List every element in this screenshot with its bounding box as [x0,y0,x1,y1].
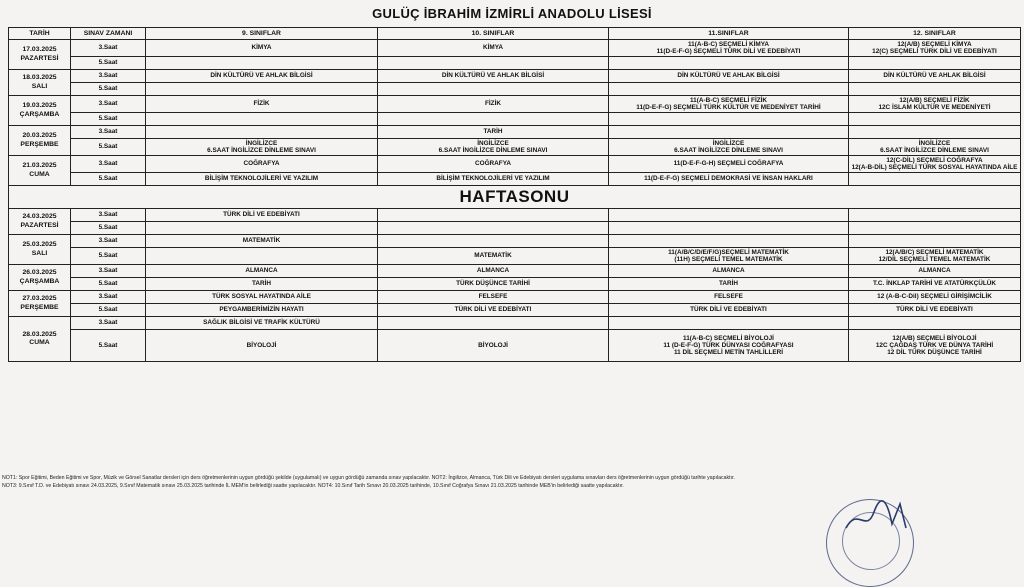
exam-slot: 3.Saat [71,96,146,113]
weekday-name: PAZARTESİ [20,54,59,62]
exam-slot: 3.Saat [71,40,146,57]
schedule-row [9,139,1021,156]
subject-line: DİN KÜLTÜRÜ VE AHLAK BİLGİSİ [883,72,986,80]
subject-line: COĞRAFYA [243,160,280,168]
subject-cell-grade-10 [378,222,609,235]
subject-line: KİMYA [251,44,272,52]
exam-slot: 5.Saat [71,173,146,186]
subject-cell-grade-12 [849,248,1021,265]
subject-cell-grade-11 [609,248,849,265]
footnote-line: NOT1: Spor Eğitimi, Beden Eğitimi ve Spor, Müzik ve Görsel Sanatlar dersleri için ders öğretmenlerinin uygun gördüğü şekilde (uygulamalı) ve uygun gördüğü zamanda sınav yapılacaktır. NOT2: İngilizce, Almanca, Türk Dili ve Edebiyatı dersleri uygulama sınavları ders öğretmenlerinin uygun gördüğü tarihte yapılacaktır. [2,475,735,481]
subject-line: TÜRK DİLİ VE EDEBİYATI [454,306,532,314]
subject-cell-grade-9 [146,330,378,362]
header-grade-10: 10. SINIFLAR [378,28,609,40]
date-value: 20.03.2025 [22,132,57,139]
date-cell [9,70,71,96]
subject-cell-grade-12 [849,70,1021,83]
subject-cell-grade-10 [378,209,609,222]
exam-slot: 3.Saat [71,156,146,173]
subject-line: T.C. İNKLAP TARİHİ VE ATATÜRKÇÜLÜK [872,280,997,288]
exam-slot: 5.Saat [71,57,146,70]
subject-line: TÜRK DİLİ VE EDEBİYATI [223,211,300,219]
subject-line: 12 DİL TÜRK DÜŞÜNCE TARİHİ [887,349,982,357]
date-value: 24.03.2025 [22,213,57,220]
weekday-name: ÇARŞAMBA [19,110,60,118]
exam-slot: 3.Saat [71,317,146,330]
subject-line: 12(A/B) SEÇMELİ KİMYA [897,40,972,48]
exam-slot: 3.Saat [71,209,146,222]
schedule-row [9,126,1021,139]
weekday-name: CUMA [29,170,50,178]
subject-line: SAĞLIK BİLGİSİ VE TRAFİK KÜLTÜRÜ [203,319,320,327]
date-value: 18.03.2025 [22,74,57,81]
subject-cell-grade-9 [146,235,378,248]
subject-cell-grade-10 [378,291,609,304]
subject-line: TARİH [251,280,272,288]
subject-cell-grade-9 [146,317,378,330]
subject-line: 11(D-E-F-G) SEÇMELİ TÜRK DİLİ VE EDEBİYATI [656,48,801,55]
date-value: 21.03.2025 [22,162,57,169]
subject-line: ALMANCA [245,267,278,275]
schedule-row [9,209,1021,222]
signature-mark [840,498,920,541]
subject-cell-grade-12 [849,330,1021,362]
subject-cell-grade-9 [146,291,378,304]
subject-cell-grade-9 [146,40,378,57]
subject-cell-grade-9 [146,222,378,235]
subject-line: BİYOLOJİ [478,341,508,349]
subject-cell-grade-9 [146,209,378,222]
subject-line: ALMANCA [918,267,951,275]
subject-cell-grade-10 [378,139,609,156]
exam-slot: 5.Saat [71,139,146,156]
subject-line: BİYOLOJİ [246,341,277,349]
subject-cell-grade-12 [849,126,1021,139]
subject-line: 11(D-E-F-G-H) SEÇMELİ COĞRAFYA [673,160,784,168]
subject-cell-grade-12 [849,173,1021,186]
subject-line: 11(A-B-C) SEÇMELİ FİZİK [689,96,768,104]
subject-cell-grade-12 [849,83,1021,96]
page-title: GULÜÇ İBRAHİM İZMİRLİ ANADOLU LİSESİ [372,6,652,21]
weekday-name: ÇARŞAMBA [19,277,60,285]
subject-cell-grade-9 [146,278,378,291]
subject-line: KİMYA [482,44,503,52]
subject-cell-grade-9 [146,70,378,83]
subject-line: 11(D-E-F-G) SEÇMELİ TÜRK KÜLTÜR VE MEDENİYET TARİHİ [636,104,821,111]
subject-cell-grade-10 [378,235,609,248]
weekday-name: SALI [31,249,48,257]
subject-cell-grade-10 [378,40,609,57]
subject-cell-grade-11 [609,70,849,83]
subject-line: 12(A/B/C) SEÇMELİ MATEMATİK [885,248,984,256]
subject-line: TARİH [483,128,503,136]
subject-line: MATEMATİK [474,252,512,260]
schedule-row [9,57,1021,70]
subject-line: ALMANCA [712,267,745,275]
date-cell [9,209,71,235]
header-grade-12: 12. SINIFLAR [849,28,1021,40]
schedule-row [9,304,1021,317]
exam-slot: 3.Saat [71,235,146,248]
subject-cell-grade-12 [849,265,1021,278]
subject-line: (11H) SEÇMELİ TEMEL MATEMATİK [674,256,783,263]
exam-slot: 3.Saat [71,70,146,83]
subject-cell-grade-12 [849,57,1021,70]
subject-cell-grade-11 [609,173,849,186]
subject-line: DİN KÜLTÜRÜ VE AHLAK BİLGİSİ [677,72,780,80]
subject-cell-grade-10 [378,265,609,278]
subject-cell-grade-12 [849,278,1021,291]
header-date: TARİH [9,28,71,40]
subject-cell-grade-11 [609,40,849,57]
date-value: 19.03.2025 [22,102,57,109]
subject-line: TARİH [718,280,739,288]
exam-slot: 5.Saat [71,113,146,126]
subject-cell-grade-10 [378,57,609,70]
subject-line: FELSEFE [714,293,743,301]
schedule-row [9,40,1021,57]
weekend-label: HAFTASONU [9,186,1021,209]
date-cell [9,265,71,291]
weekday-name: PERŞEMBE [20,303,59,311]
subject-line: DİN KÜLTÜRÜ VE AHLAK BİLGİSİ [441,72,545,80]
subject-cell-grade-12 [849,235,1021,248]
subject-cell-grade-11 [609,113,849,126]
date-cell [9,291,71,317]
subject-line: PEYGAMBERİMİZİN HAYATI [219,306,304,314]
schedule-row [9,83,1021,96]
subject-cell-grade-12 [849,222,1021,235]
subject-line: 12(A-B-DİL) SEÇMELİ TÜRK SOSYAL HAYATINDA AİLE [851,164,1018,171]
schedule-row [9,96,1021,113]
subject-cell-grade-11 [609,304,849,317]
subject-cell-grade-10 [378,96,609,113]
date-value: 28.03.2025 [22,330,57,338]
exam-slot: 3.Saat [71,291,146,304]
schedule-row [9,156,1021,173]
subject-cell-grade-9 [146,113,378,126]
subject-line: İNGİLİZCE [245,139,278,147]
subject-line: 6.SAAT İNGİLİZCE DİNLEME SINAVI [674,147,783,154]
subject-line: İNGİLİZCE [712,139,745,147]
schedule-row [9,291,1021,304]
subject-cell-grade-9 [146,96,378,113]
subject-cell-grade-10 [378,70,609,83]
subject-line: 12(C-DİL) SEÇMELİ COĞRAFYA [886,156,983,164]
date-value: 26.03.2025 [22,269,57,276]
subject-line: DİN KÜLTÜRÜ VE AHLAK BİLGİSİ [210,72,313,80]
subject-cell-grade-9 [146,126,378,139]
subject-cell-grade-12 [849,156,1021,173]
schedule-row [9,317,1021,330]
header-row [9,28,1021,40]
header-grade-9: 9. SINIFLAR [146,28,378,40]
subject-line: FİZİK [485,100,501,108]
subject-cell-grade-10 [378,317,609,330]
subject-cell-grade-11 [609,222,849,235]
subject-line: 12C İSLAM KÜLTÜR VE MEDENİYETİ [878,104,991,111]
subject-cell-grade-11 [609,209,849,222]
subject-cell-grade-12 [849,317,1021,330]
subject-line: 6.SAAT İNGİLİZCE DİNLEME SINAVI [880,147,989,154]
footnotes [2,474,1022,490]
weekday-name: PAZARTESİ [20,221,59,229]
schedule-row [9,330,1021,362]
subject-cell-grade-12 [849,40,1021,57]
subject-cell-grade-12 [849,139,1021,156]
subject-line: 11(D-E-F-G) SEÇMELİ DEMOKRASİ VE İNSAN HAKLARI [644,175,813,183]
subject-cell-grade-11 [609,126,849,139]
date-value: 25.03.2025 [22,241,57,248]
subject-cell-grade-10 [378,304,609,317]
subject-line: 12 (A-B-C-Dil) SEÇMELİ GİRİŞİMCİLİK [877,293,992,301]
weekday-name: SALI [31,82,48,90]
subject-line: BİLİŞİM TEKNOLOJİLERİ VE YAZILIM [436,175,550,183]
subject-cell-grade-10 [378,156,609,173]
subject-line: TÜRK SOSYAL HAYATINDA AİLE [212,293,311,301]
weekend-row [9,186,1021,209]
subject-line: 11 (D-E-F-G) TÜRK DÜNYASI COĞRAFYASI [663,341,794,349]
subject-cell-grade-10 [378,126,609,139]
subject-line: 6.SAAT İNGİLİZCE DİNLEME SINAVI [438,147,548,154]
subject-line: 6.SAAT İNGİLİZCE DİNLEME SINAVI [207,147,316,154]
subject-line: 11(A-B-C) SEÇMELİ KİMYA [687,40,770,48]
subject-line: 12C ÇAĞDAŞ TÜRK VE DÜNYA TARİHİ [875,341,994,349]
exam-slot: 5.Saat [71,83,146,96]
subject-line: İNGİLİZCE [918,139,951,147]
subject-line: BİLİŞİM TEKNOLOJİLERİ VE YAZILIM [204,175,319,183]
subject-line: FİZİK [253,100,270,108]
subject-cell-grade-10 [378,83,609,96]
exam-slot: 3.Saat [71,126,146,139]
subject-cell-grade-11 [609,317,849,330]
subject-line: 12(C) SEÇMELİ TÜRK DİLİ VE EDEBİYATI [872,48,997,55]
subject-cell-grade-10 [378,330,609,362]
subject-line: İNGİLİZCE [477,139,509,147]
subject-cell-grade-10 [378,278,609,291]
schedule-row [9,222,1021,235]
subject-line: 12(A/B) SEÇMELİ FİZİK [899,96,970,104]
exam-slot: 5.Saat [71,222,146,235]
schedule-body [9,40,1021,362]
subject-line: TÜRK DÜŞÜNCE TARİHİ [456,280,530,288]
subject-cell-grade-11 [609,330,849,362]
subject-cell-grade-12 [849,209,1021,222]
footnote-line: NOT3: 9.Sınıf T.D. ve Edebiyatı sınavı 24.03.2025, 9.Sınıf Matematik sınavı 25.03.2025 tarihinde İL MEM'in belirlediği saatte yapılacaktır. NOT4: 10.Sınıf Tarih Sınavı 20.03.2025 tarihinde, 10.Sınıf Coğrafya Sınavı 21.03.2025 tarihinde MEB'in belirlediği saatte yapılacaktır. [2,483,624,489]
subject-line: ALMANCA [476,267,510,275]
subject-cell-grade-11 [609,139,849,156]
subject-cell-grade-9 [146,248,378,265]
subject-cell-grade-12 [849,304,1021,317]
exam-slot: 3.Saat [71,265,146,278]
subject-cell-grade-10 [378,113,609,126]
weekday-name: PERŞEMBE [20,140,59,148]
subject-cell-grade-12 [849,113,1021,126]
date-cell [9,156,71,186]
exam-slot: 5.Saat [71,330,146,362]
subject-line: TÜRK DİLİ VE EDEBİYATI [896,306,973,314]
header-grade-11: 11.SINIFLAR [609,28,849,40]
subject-cell-grade-11 [609,235,849,248]
date-cell [9,40,71,70]
exam-slot: 5.Saat [71,278,146,291]
subject-cell-grade-9 [146,304,378,317]
subject-cell-grade-10 [378,248,609,265]
subject-line: 11(A/B/C/D/E/F/G)SEÇMELİ MATEMATİK [668,248,789,256]
weekday-name: CUMA [29,339,50,346]
subject-cell-grade-9 [146,83,378,96]
subject-cell-grade-12 [849,291,1021,304]
subject-cell-grade-9 [146,139,378,156]
exam-slot: 5.Saat [71,304,146,317]
subject-cell-grade-9 [146,57,378,70]
exam-slot: 5.Saat [71,248,146,265]
subject-cell-grade-9 [146,265,378,278]
subject-line: TÜRK DİLİ VE EDEBİYATI [690,306,767,314]
date-value: 17.03.2025 [22,46,57,53]
subject-line: 12/DİL SEÇMELİ TEMEL MATEMATİK [878,256,991,263]
header-exam-time: SINAV ZAMANI [71,28,146,40]
subject-line: 12(A/B) SEÇMELİ BİYOLOJİ [892,334,977,342]
subject-cell-grade-11 [609,83,849,96]
schedule-row [9,173,1021,186]
subject-cell-grade-9 [146,173,378,186]
subject-cell-grade-10 [378,173,609,186]
subject-cell-grade-11 [609,57,849,70]
subject-cell-grade-11 [609,278,849,291]
date-cell [9,126,71,156]
schedule-row [9,70,1021,83]
date-value: 27.03.2025 [22,295,57,302]
date-cell [9,235,71,265]
schedule-row [9,278,1021,291]
date-cell [9,317,71,362]
schedule-row [9,265,1021,278]
schedule-row [9,113,1021,126]
subject-cell-grade-12 [849,96,1021,113]
subject-cell-grade-11 [609,156,849,173]
schedule-row [9,248,1021,265]
date-cell [9,96,71,126]
subject-cell-grade-11 [609,291,849,304]
subject-line: MATEMATİK [242,237,281,245]
subject-line: 11(A-B-C) SEÇMELİ BİYOLOJİ [683,334,774,342]
exam-schedule-table [8,27,1021,362]
subject-cell-grade-11 [609,265,849,278]
subject-line: FELSEFE [478,293,508,301]
subject-cell-grade-11 [609,96,849,113]
subject-line: COĞRAFYA [475,160,511,168]
subject-line: 11 DİL SEÇMELİ METİN TAHLİLLERİ [673,349,784,357]
subject-cell-grade-9 [146,156,378,173]
schedule-row [9,235,1021,248]
